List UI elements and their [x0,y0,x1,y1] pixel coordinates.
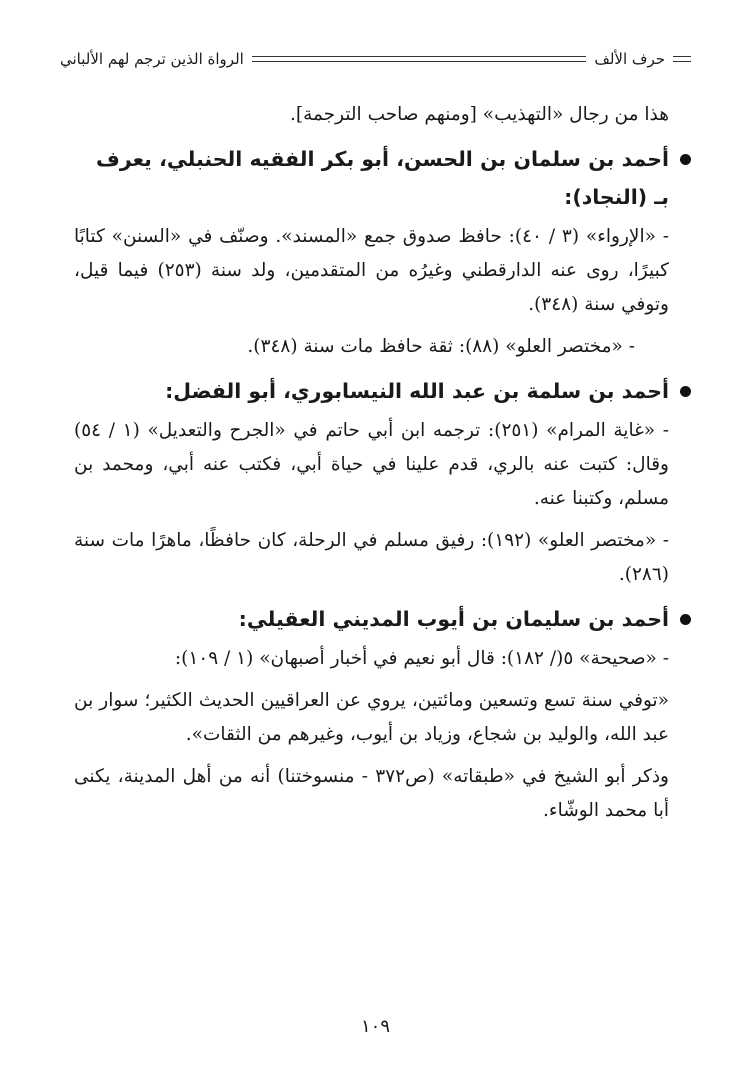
paragraph-intro: هذا من رجال «التهذيب» [ومنهم صاحب الترجمة]. [289,104,669,125]
entry-2-citation-2: - «مختصر العلو» (١٩٢): رفيق مسلم في الرحلة، كان حافظًا، ماهرًا مات سنة (٢٨٦). [74,530,669,585]
entry-title-2: أحمد بن سلمة بن عبد الله النيسابوري، أبو الفضل: [165,379,669,403]
book-title: الرواة الذين ترجم لهم الألباني [60,50,244,68]
entry-2-citation-1: - «غاية المرام» (٢٥١): ترجمه ابن أبي حاتم في «الجرح والتعديل» (١ / ٥٤) وقال: كتبت عنه بالري، قدم علينا في حياة أبي، فكتب عنه أبي، ومحمد بن مسلم، وكتبنا عنه. [74,420,669,509]
entry-3-quote: «توفي سنة تسع وتسعين ومائتين، يروي عن العراقيين الحديث الكثير؛ سوار بن عبد الله، والوليد بن شجاع، وزياد بن أيوب، وغيرهم من الثقات». [74,690,669,745]
entry-heading-1 [96,140,691,216]
header-rule [252,56,587,62]
header-dash-ornament [673,56,691,62]
entry-1-citation-2: - «مختصر العلو» (٨٨): ثقة حافظ مات سنة (٣٤٨). [247,336,635,357]
entry-heading-3 [96,600,691,638]
running-header [60,44,691,74]
entry-3-note: وذكر أبو الشيخ في «طبقاته» (ص٣٧٢ - منسوختنا) أنه من أهل المدينة، يكنى أبا محمد الوشّاء. [74,766,669,821]
bullet-icon [680,614,691,625]
chapter-title: حرف الألف [594,50,665,68]
bullet-icon [680,154,691,165]
page-number: ١٠٩ [360,1016,390,1037]
entry-title-1: أحمد بن سلمان بن الحسن، أبو بكر الفقيه الحنبلي، يعرف بـ (النجاد): [96,147,669,209]
page-body [74,98,669,836]
bullet-icon [680,386,691,397]
entry-3-citation-1: - «صحيحة» ٥(/ ١٨٢): قال أبو نعيم في أخبار أصبهان» (١ / ١٠٩): [174,648,669,669]
entry-title-3: أحمد بن سليمان بن أيوب المديني العقيلي: [238,607,669,631]
entry-heading-2 [96,372,691,410]
entry-1-citation-1: - «الإرواء» (٣ / ٤٠): حافظ صدوق جمع «المسند». وصنّف في «السنن» كتابًا كبيرًا، روى عنه الدارقطني وغيرُه من المتقدمين، ولد سنة (٢٥٣) فيما قيل، وتوفي سنة (٣٤٨). [74,226,669,315]
